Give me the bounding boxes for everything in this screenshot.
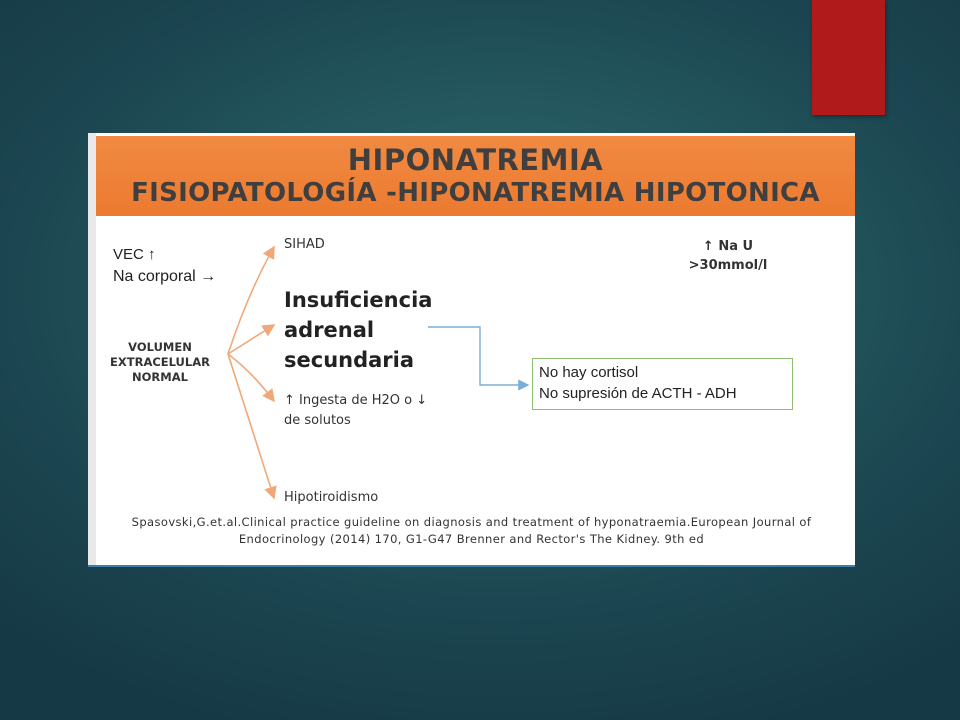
arrow-to-sihad [228,247,274,354]
arrow-to-hipotiroidismo [228,354,274,498]
insuficiencia-adrenal-label: Insuficiencia adrenal secundaria [284,288,433,372]
slide-image [88,133,855,567]
hipotiroidismo-label: Hipotiroidismo [284,490,379,505]
na-u-label: ↑ Na U >30mmol/l [688,239,768,273]
cortisol-line: No hay cortisol [539,364,639,381]
slide-subtitle: FISIOPATOLOGÍA -HIPONATREMIA HIPOTONICA [131,178,820,208]
red-accent-tab [812,0,885,115]
slide-title: HIPONATREMIA [347,143,604,177]
acth-line: No supresión de ACTH - ADH [539,385,737,402]
slide-bottom-line [88,565,855,567]
sihad-label: SIHAD [284,237,325,252]
volumen-extracelular-label: VOLUMEN EXTRACELULAR NORMAL [110,340,210,384]
arrow-to-box [428,327,528,385]
na-corporal-label: Na corporal → [113,268,217,285]
vec-label: VEC ↑ [113,246,156,263]
arrow-to-insuficiencia [228,325,274,354]
ingesta-label: ↑ Ingesta de H2O o ↓ de solutos [284,393,428,428]
references: Spasovski,G.et.al.Clinical practice guideline on diagnosis and treatment of hyponatraemia.European Journal of Endocrinology (2014) 170, G1-G47 Brenner and Rector's The Kidney. 9th ed [131,515,812,546]
cortisol-box [532,358,793,410]
